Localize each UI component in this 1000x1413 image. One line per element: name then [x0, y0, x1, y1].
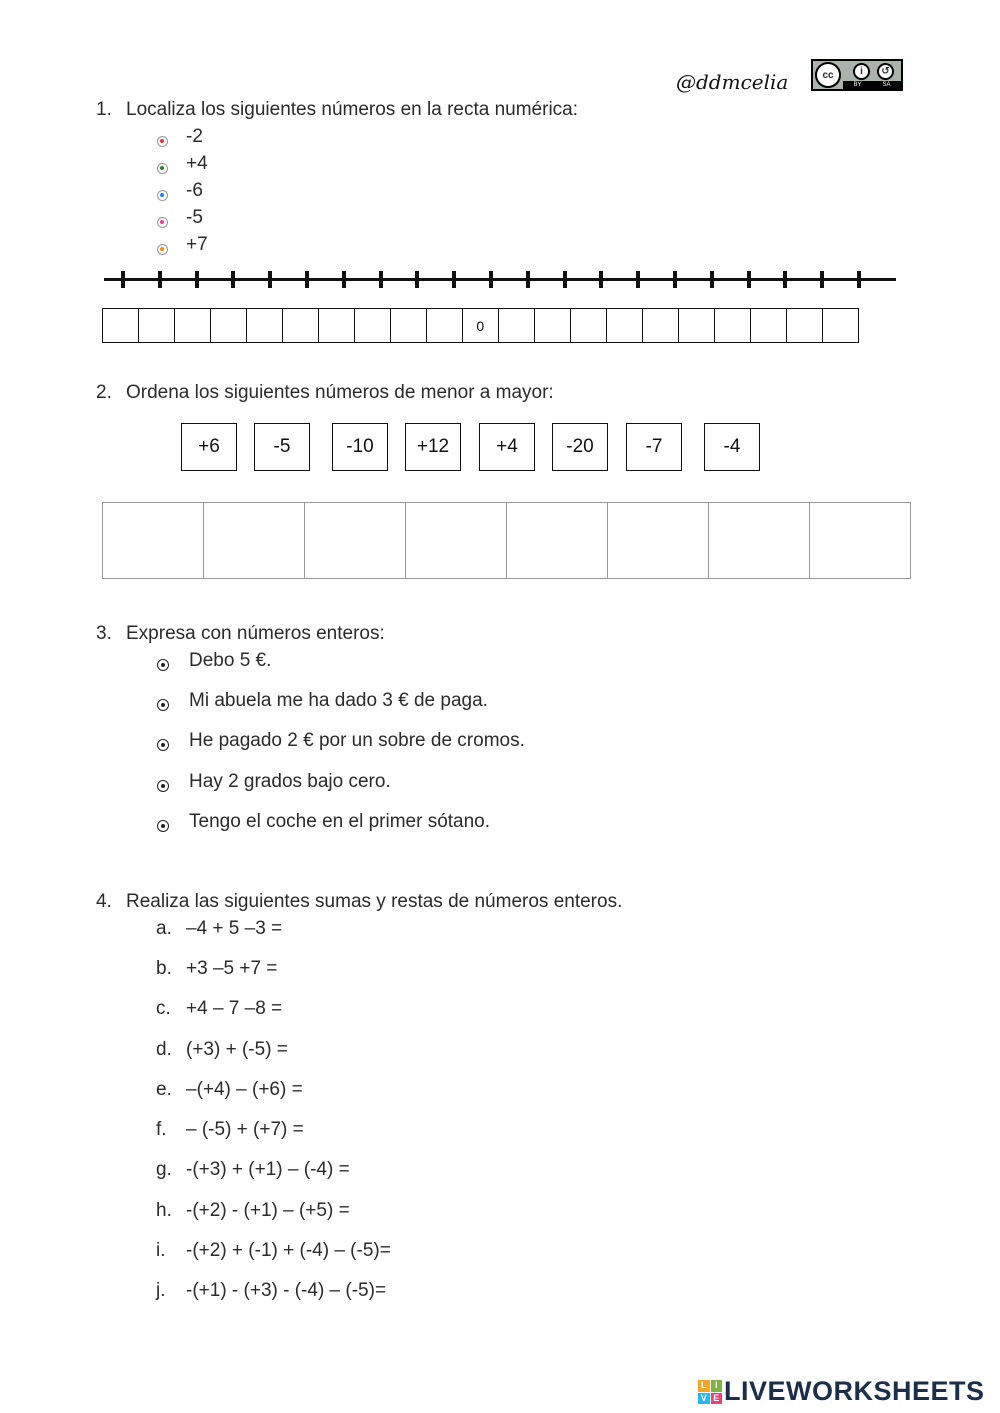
- number-line-tick: [710, 271, 714, 288]
- author-handle: @ddmcelia: [676, 70, 789, 94]
- number-line-tick: [526, 271, 530, 288]
- sa-label: SA: [882, 82, 891, 88]
- cc-license-badge: [811, 59, 903, 91]
- liveworksheets-logo-icon: L I V E: [698, 1380, 722, 1404]
- q4-exercise: f. – (-5) + (+7) =: [156, 1119, 304, 1140]
- number-line-box[interactable]: [318, 308, 356, 343]
- number-card[interactable]: +6: [181, 423, 237, 471]
- q4-exercise: e. –(+4) – (+6) =: [156, 1079, 303, 1100]
- number-line-tick: [305, 271, 309, 288]
- order-slot[interactable]: [305, 503, 406, 578]
- number-line-tick: [599, 271, 603, 288]
- attribution-icon: i: [853, 63, 870, 80]
- q3-statement: He pagado 2 € por un sobre de cromos.: [189, 730, 525, 751]
- number-line-box[interactable]: [246, 308, 284, 343]
- order-slot[interactable]: [103, 503, 204, 578]
- order-slot[interactable]: [608, 503, 709, 578]
- question-1-title: 1. Localiza los siguientes números en la recta numérica:: [96, 99, 579, 120]
- question-2-title: 2. Ordena los siguientes números de menor a mayor:: [96, 382, 554, 403]
- number-card[interactable]: +4: [479, 423, 535, 471]
- number-line-tick: [415, 271, 419, 288]
- q1-item: -5: [186, 207, 203, 228]
- order-slot[interactable]: [810, 503, 910, 578]
- number-card[interactable]: -5: [254, 423, 310, 471]
- q4-exercise: d. (+3) + (-5) =: [156, 1039, 288, 1060]
- number-line-box[interactable]: [138, 308, 176, 343]
- q4-exercise: g. -(+3) + (+1) – (-4) =: [156, 1159, 350, 1180]
- number-line-box[interactable]: [498, 308, 536, 343]
- order-answer-table: [102, 502, 911, 579]
- number-line-tick: [158, 271, 162, 288]
- number-line-tick: [563, 271, 567, 288]
- q4-exercise: j. -(+1) - (+3) - (-4) – (-5)=: [156, 1280, 387, 1301]
- number-line-box[interactable]: [174, 308, 212, 343]
- number-line-answer-boxes: [103, 308, 859, 343]
- number-line-tick: [452, 271, 456, 288]
- bullet-icon: [157, 659, 169, 671]
- number-line-tick: [231, 271, 235, 288]
- question-3-title: 3. Expresa con números enteros:: [96, 623, 385, 644]
- number-line-box[interactable]: [354, 308, 392, 343]
- number-card[interactable]: -20: [552, 423, 608, 471]
- q3-statement: Debo 5 €.: [189, 650, 272, 671]
- number-line-box[interactable]: [534, 308, 572, 343]
- number-line-box[interactable]: [678, 308, 716, 343]
- number-line-box[interactable]: [210, 308, 248, 343]
- liveworksheets-brand: LIVEWORKSHEETS: [724, 1376, 985, 1406]
- number-card[interactable]: -4: [704, 423, 760, 471]
- q1-item: -2: [186, 126, 203, 147]
- number-line-box[interactable]: [606, 308, 644, 343]
- q3-statement: Mi abuela me ha dado 3 € de paga.: [189, 690, 488, 711]
- pink-dot-icon: [157, 217, 168, 228]
- q4-exercise: c. +4 – 7 –8 =: [156, 998, 283, 1019]
- q3-statement: Hay 2 grados bajo cero.: [189, 771, 391, 792]
- number-line-tick: [857, 271, 861, 288]
- blue-dot-icon: [157, 190, 168, 201]
- number-card[interactable]: +12: [405, 423, 461, 471]
- bullet-icon: [157, 820, 169, 832]
- order-slot[interactable]: [406, 503, 507, 578]
- number-line-box[interactable]: [390, 308, 428, 343]
- order-slot[interactable]: [204, 503, 305, 578]
- q1-item: -6: [186, 180, 203, 201]
- number-line-box[interactable]: [822, 308, 860, 343]
- by-label: BY: [853, 82, 862, 88]
- number-line-tick: [783, 271, 787, 288]
- q3-statement: Tengo el coche en el primer sótano.: [189, 811, 491, 832]
- q4-exercise: h. -(+2) - (+1) – (+5) =: [156, 1200, 350, 1221]
- order-slot[interactable]: [709, 503, 810, 578]
- number-line-tick: [379, 271, 383, 288]
- order-slot[interactable]: [507, 503, 608, 578]
- number-card[interactable]: -10: [332, 423, 388, 471]
- number-line-tick: [121, 271, 125, 288]
- number-line-box[interactable]: [426, 308, 464, 343]
- number-line-tick: [820, 271, 824, 288]
- number-line-box: 0: [462, 308, 500, 343]
- number-line-box[interactable]: [642, 308, 680, 343]
- bullet-icon: [157, 699, 169, 711]
- number-line-tick: [268, 271, 272, 288]
- bullet-icon: [157, 739, 169, 751]
- cc-icon: cc: [815, 62, 841, 88]
- q4-exercise: b. +3 –5 +7 =: [156, 958, 278, 979]
- number-line-box[interactable]: [282, 308, 320, 343]
- red-dot-icon: [157, 136, 168, 147]
- q1-item: +4: [186, 153, 208, 174]
- q4-exercise: a. –4 + 5 –3 =: [156, 918, 283, 939]
- number-line-tick: [342, 271, 346, 288]
- q4-exercise: i. -(+2) + (-1) + (-4) – (-5)=: [156, 1240, 391, 1261]
- bullet-icon: [157, 780, 169, 792]
- number-card[interactable]: -7: [626, 423, 682, 471]
- number-line: [104, 278, 896, 281]
- question-4-title: 4. Realiza las siguientes sumas y restas de números enteros.: [96, 891, 623, 912]
- number-line-tick: [636, 271, 640, 288]
- share-alike-icon: ↺: [877, 63, 894, 80]
- number-line-tick: [489, 271, 493, 288]
- number-line-tick: [673, 271, 677, 288]
- number-line-box[interactable]: [750, 308, 788, 343]
- number-line-tick: [747, 271, 751, 288]
- orange-dot-icon: [157, 244, 168, 255]
- number-line-box[interactable]: [786, 308, 824, 343]
- number-line-box[interactable]: [714, 308, 752, 343]
- number-line-box[interactable]: [570, 308, 608, 343]
- number-line-box[interactable]: [102, 308, 140, 343]
- q1-item: +7: [186, 234, 208, 255]
- green-dot-icon: [157, 163, 168, 174]
- number-line-tick: [195, 271, 199, 288]
